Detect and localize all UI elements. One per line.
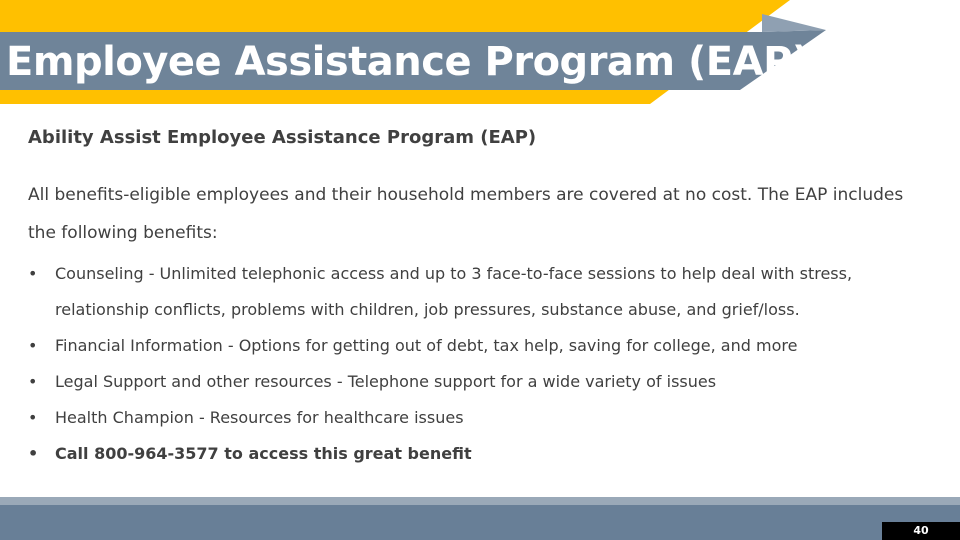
bullet-icon: • [28, 264, 38, 283]
bullet-icon: • [28, 408, 38, 427]
footer-bar [0, 505, 960, 540]
benefit-text: Legal Support and other resources - Telephone support for a wide variety of issues [55, 372, 717, 391]
list-item [28, 400, 928, 436]
benefits-list [28, 256, 928, 472]
title-banner [0, 0, 960, 110]
benefit-text: Call 800-964-3577 to access this great benefit [55, 444, 472, 463]
list-item [28, 328, 928, 364]
list-item [28, 364, 928, 400]
bullet-icon: • [28, 336, 38, 355]
benefit-text: Counseling - Unlimited telephonic access and up to 3 face-to-face sessions to help deal with stress, relationship conflicts, problems with children, job pressures, substance abuse, and grief/loss. [55, 264, 853, 319]
page-number: 40 [882, 522, 960, 540]
footer-accent-bar [0, 497, 960, 505]
bullet-icon: • [28, 444, 39, 463]
benefit-text: Health Champion - Resources for healthcare issues [55, 408, 464, 427]
section-heading: Ability Assist Employee Assistance Program (EAP) [28, 127, 537, 148]
slide-title: Employee Assistance Program (EAP) [6, 39, 810, 85]
bullet-icon: • [28, 372, 38, 391]
list-item-call-to-action [28, 436, 928, 472]
benefit-text: Financial Information - Options for getting out of debt, tax help, saving for college, and more [55, 336, 798, 355]
banner-slate-accent [762, 14, 826, 32]
slide-content [28, 124, 928, 472]
intro-paragraph: All benefits-eligible employees and their household members are covered at no cost. The EAP includes the following benefits: [28, 185, 904, 243]
list-item [28, 256, 928, 328]
